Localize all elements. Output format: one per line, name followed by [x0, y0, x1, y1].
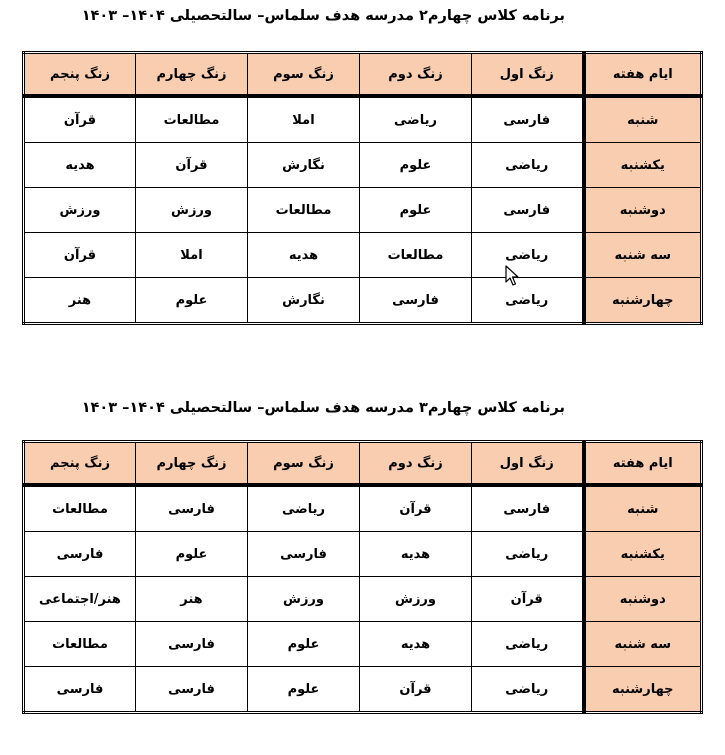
table-cell: قرآن [24, 96, 136, 143]
table-cell: فارسی [472, 188, 584, 233]
table-row [24, 667, 702, 713]
table-cell: ریاضی [248, 485, 360, 532]
header-period-2: زنگ دوم [360, 53, 472, 97]
day-cell: شنبه [584, 485, 702, 532]
header-period-5: زنگ پنجم [24, 442, 136, 486]
table-cell: ریاضی [472, 233, 584, 278]
table-cell: فارسی [472, 485, 584, 532]
table-cell: علوم [248, 667, 360, 713]
table-cell: مطالعات [248, 188, 360, 233]
table-cell: ورزش [248, 577, 360, 622]
header-period-4: زنگ چهارم [136, 53, 248, 97]
table-row [24, 485, 702, 532]
table-row [24, 278, 702, 324]
day-cell: سه شنبه [584, 622, 702, 667]
table-cell: ریاضی [472, 667, 584, 713]
table-cell: املا [136, 233, 248, 278]
table-cell: فارسی [136, 485, 248, 532]
table-cell: علوم [360, 188, 472, 233]
header-period-1: زنگ اول [472, 442, 584, 486]
table-cell: هنر [136, 577, 248, 622]
header-period-1: زنگ اول [472, 53, 584, 97]
header-period-5: زنگ پنجم [24, 53, 136, 97]
table-cell: علوم [136, 278, 248, 324]
table-cell: علوم [360, 143, 472, 188]
header-period-3: زنگ سوم [248, 53, 360, 97]
table-cell: ریاضی [360, 96, 472, 143]
table-row [24, 622, 702, 667]
schedule-title: برنامه کلاس چهارم۳ مدرسه هدف سلماس– سالتحصیلی ۱۴۰۴– ۱۴۰۳ [81, 400, 565, 416]
table-cell: قرآن [472, 577, 584, 622]
table-cell: فارسی [136, 667, 248, 713]
table-cell: علوم [248, 622, 360, 667]
table-cell: قرآن [24, 233, 136, 278]
table-cell: هدیه [248, 233, 360, 278]
table-cell: فارسی [24, 532, 136, 577]
table-cell: ورزش [360, 577, 472, 622]
header-days: ایام هفته [584, 442, 702, 486]
table-cell: مطالعات [136, 96, 248, 143]
table-cell: ریاضی [472, 532, 584, 577]
table-cell: هنر/اجتماعی [24, 577, 136, 622]
table-cell: فارسی [24, 667, 136, 713]
table-cell: قرآن [136, 143, 248, 188]
header-days: ایام هفته [584, 53, 702, 97]
table-row [24, 143, 702, 188]
day-cell: یکشنبه [584, 143, 702, 188]
table-cell: هدیه [360, 532, 472, 577]
day-cell: دوشنبه [584, 188, 702, 233]
header-period-4: زنگ چهارم [136, 442, 248, 486]
table-cell: نگارش [248, 143, 360, 188]
day-cell: چهارشنبه [584, 278, 702, 324]
table-row [24, 233, 702, 278]
mouse-pointer-icon [505, 265, 519, 287]
table-row [24, 577, 702, 622]
table-cell: فارسی [360, 278, 472, 324]
table-cell: ریاضی [472, 622, 584, 667]
schedule-title: برنامه کلاس چهارم۲ مدرسه هدف سلماس– سالتحصیلی ۱۴۰۴– ۱۴۰۳ [81, 8, 565, 24]
table-cell: ورزش [24, 188, 136, 233]
table-cell: قرآن [360, 667, 472, 713]
header-row [24, 442, 702, 486]
table-cell: علوم [136, 532, 248, 577]
table-cell: فارسی [248, 532, 360, 577]
header-period-2: زنگ دوم [360, 442, 472, 486]
table-row [24, 188, 702, 233]
day-cell: سه شنبه [584, 233, 702, 278]
schedule-table [22, 51, 703, 325]
table-cell: ورزش [136, 188, 248, 233]
day-cell: شنبه [584, 96, 702, 143]
table-cell: مطالعات [24, 622, 136, 667]
day-cell: یکشنبه [584, 532, 702, 577]
header-period-3: زنگ سوم [248, 442, 360, 486]
day-cell: چهارشنبه [584, 667, 702, 713]
table-cell: نگارش [248, 278, 360, 324]
table-row [24, 532, 702, 577]
table-cell: ریاضی [472, 278, 584, 324]
schedule-table [22, 440, 703, 714]
table-cell: فارسی [136, 622, 248, 667]
table-cell: املا [248, 96, 360, 143]
table-cell: مطالعات [360, 233, 472, 278]
table-cell: هدیه [360, 622, 472, 667]
table-cell: ریاضی [472, 143, 584, 188]
table-cell: هدیه [24, 143, 136, 188]
table-cell: مطالعات [24, 485, 136, 532]
day-cell: دوشنبه [584, 577, 702, 622]
header-row [24, 53, 702, 97]
table-cell: فارسی [472, 96, 584, 143]
table-row [24, 96, 702, 143]
table-cell: قرآن [360, 485, 472, 532]
table-cell: هنر [24, 278, 136, 324]
